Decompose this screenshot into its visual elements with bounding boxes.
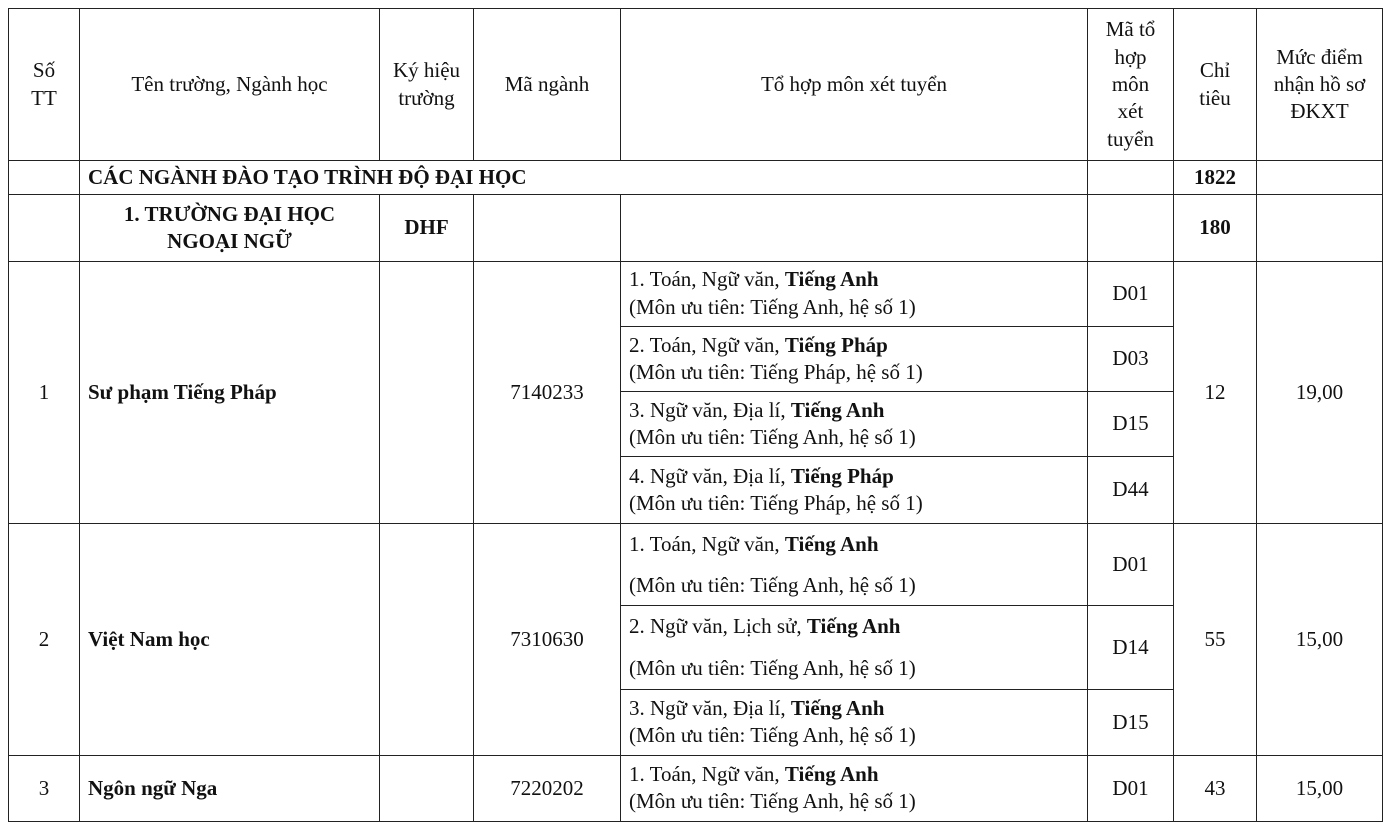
major-row	[9, 524, 1383, 606]
combo-subjects	[629, 761, 1079, 788]
combo-subjects	[629, 266, 1079, 293]
combo-cell	[621, 261, 1088, 326]
combo-cell	[621, 391, 1088, 456]
combo-main-subject: Tiếng Pháp	[784, 332, 888, 357]
major-row	[9, 755, 1383, 821]
school-quota: 180	[1174, 195, 1257, 261]
combo-code: D14	[1088, 606, 1174, 689]
combo-subjects	[629, 397, 1079, 424]
major-school-code-cell	[380, 524, 474, 756]
combo-code: D01	[1088, 261, 1174, 326]
major-code: 7220202	[474, 755, 621, 821]
major-quota: 43	[1174, 755, 1257, 821]
major-stt: 2	[9, 524, 80, 756]
combo-priority-note: (Môn ưu tiên: Tiếng Anh, hệ số 1)	[629, 294, 916, 319]
school-name: 1. TRƯỜNG ĐẠI HỌC NGOẠI NGỮ	[80, 195, 380, 261]
combo-main-subject: Tiếng Anh	[790, 695, 885, 720]
school-major-code-cell	[474, 195, 621, 261]
combo-main-subject: Tiếng Anh	[806, 614, 901, 639]
major-code: 7140233	[474, 261, 621, 524]
combo-main-subject: Tiếng Anh	[784, 531, 879, 556]
combo-main-subject: Tiếng Anh	[784, 762, 879, 787]
major-code: 7310630	[474, 524, 621, 756]
header-major-code: Mã ngành	[474, 9, 621, 161]
combo-subjects-prefix: 3. Ngữ văn, Địa lí,	[629, 695, 791, 720]
school-score-cell	[1257, 195, 1383, 261]
combo-cell	[621, 457, 1088, 524]
section-score-cell	[1257, 161, 1383, 195]
combo-priority-note: (Môn ưu tiên: Tiếng Pháp, hệ số 1)	[629, 491, 923, 516]
header-school-code: Ký hiệu trường	[380, 9, 474, 161]
header-row	[9, 9, 1383, 161]
combo-subjects-prefix: 3. Ngữ văn, Địa lí,	[629, 397, 791, 422]
combo-subjects-prefix: 2. Toán, Ngữ văn,	[629, 332, 785, 357]
major-name: Ngôn ngữ Nga	[80, 755, 380, 821]
combo-code: D44	[1088, 457, 1174, 524]
combo-subjects-prefix: 1. Toán, Ngữ văn,	[629, 762, 785, 787]
combo-priority-note: (Môn ưu tiên: Tiếng Anh, hệ số 1)	[629, 655, 916, 680]
school-row	[9, 195, 1383, 261]
combo-main-subject: Tiếng Anh	[790, 397, 885, 422]
combo-code: D03	[1088, 326, 1174, 391]
combo-priority-note: (Môn ưu tiên: Tiếng Anh, hệ số 1)	[629, 723, 916, 748]
major-row	[9, 261, 1383, 326]
school-combo-code-cell	[1088, 195, 1174, 261]
header-name: Tên trường, Ngành học	[80, 9, 380, 161]
combo-cell	[621, 524, 1088, 606]
combo-code: D15	[1088, 689, 1174, 755]
combo-subjects	[629, 332, 1079, 359]
combo-subjects-prefix: 1. Toán, Ngữ văn,	[629, 531, 785, 556]
section-combo-code-cell	[1088, 161, 1174, 195]
major-score: 19,00	[1257, 261, 1383, 524]
admission-table	[8, 8, 1383, 822]
major-quota: 55	[1174, 524, 1257, 756]
combo-priority-note: (Môn ưu tiên: Tiếng Anh, hệ số 1)	[629, 789, 916, 814]
combo-subjects	[629, 463, 1079, 490]
combo-subjects	[629, 695, 1079, 722]
combo-main-subject: Tiếng Anh	[784, 267, 879, 292]
header-stt: Số TT	[9, 9, 80, 161]
major-score: 15,00	[1257, 755, 1383, 821]
major-stt: 3	[9, 755, 80, 821]
school-combo-cell	[621, 195, 1088, 261]
combo-cell	[621, 606, 1088, 689]
major-name: Việt Nam học	[80, 524, 380, 756]
major-name: Sư phạm Tiếng Pháp	[80, 261, 380, 524]
major-school-code-cell	[380, 755, 474, 821]
major-school-code-cell	[380, 261, 474, 524]
combo-subjects	[629, 613, 1079, 640]
combo-code: D01	[1088, 755, 1174, 821]
school-code: DHF	[380, 195, 474, 261]
combo-subjects-prefix: 1. Toán, Ngữ văn,	[629, 267, 785, 292]
school-stt-cell	[9, 195, 80, 261]
section-stt-cell	[9, 161, 80, 195]
combo-subjects-prefix: 2. Ngữ văn, Lịch sử,	[629, 614, 807, 639]
header-score: Mức điểm nhận hồ sơ ĐKXT	[1257, 9, 1383, 161]
combo-priority-note: (Môn ưu tiên: Tiếng Anh, hệ số 1)	[629, 424, 916, 449]
combo-priority-note: (Môn ưu tiên: Tiếng Anh, hệ số 1)	[629, 572, 916, 597]
section-quota: 1822	[1174, 161, 1257, 195]
combo-cell	[621, 326, 1088, 391]
header-combo-code: Mã tổ hợp môn xét tuyển	[1088, 9, 1174, 161]
header-combo: Tổ hợp môn xét tuyển	[621, 9, 1088, 161]
combo-code: D15	[1088, 391, 1174, 456]
combo-main-subject: Tiếng Pháp	[790, 463, 894, 488]
section-row	[9, 161, 1383, 195]
combo-priority-note: (Môn ưu tiên: Tiếng Pháp, hệ số 1)	[629, 359, 923, 384]
header-quota: Chỉ tiêu	[1174, 9, 1257, 161]
combo-subjects-prefix: 4. Ngữ văn, Địa lí,	[629, 463, 791, 488]
major-score: 15,00	[1257, 524, 1383, 756]
section-title: CÁC NGÀNH ĐÀO TẠO TRÌNH ĐỘ ĐẠI HỌC	[80, 161, 1088, 195]
combo-subjects	[629, 531, 1079, 558]
combo-code: D01	[1088, 524, 1174, 606]
major-stt: 1	[9, 261, 80, 524]
combo-cell	[621, 755, 1088, 821]
major-quota: 12	[1174, 261, 1257, 524]
combo-cell	[621, 689, 1088, 755]
